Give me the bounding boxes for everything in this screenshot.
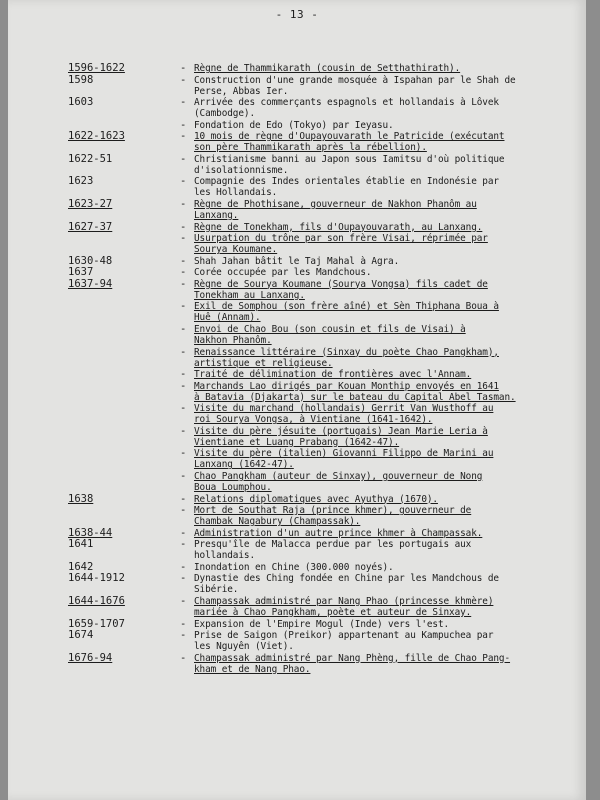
entry-text: Arrivée des commerçants espagnols et hollandais à Lôvek (Cambodge). [194,97,499,120]
entry-dash: - [180,379,187,392]
entry-text: Presqu'île de Malacca perdue par les portugais aux hollandais. [194,539,472,562]
entry-text: Inondation en Chine (300.000 noyés). [194,561,394,573]
entry-dash: - [180,492,187,505]
entry-dash: - [180,220,187,233]
entry-dash: - [180,447,187,460]
entry-date: 1637 [68,266,94,279]
chronology-entry [8,426,586,448]
chronology-entry [8,494,586,505]
chronology-entry [8,539,586,561]
entry-text: 10 mois de règne d'Oupayouvarath le Patricide (exécutant son père Thammikarath après la rébellion). [194,131,505,154]
entry-dash: - [180,617,187,630]
chronology-entry [8,256,586,267]
entry-date: 1641 [68,538,94,551]
chronology-entry [8,403,586,425]
entry-dash: - [180,368,187,381]
chronology-entry [8,233,586,255]
entry-dash: - [180,232,187,245]
chronology-entry [8,505,586,527]
entry-text: Shah Jahan bâtit le Taj Mahal à Agra. [194,255,400,267]
entry-text: Administration d'un autre prince khmer à Champassak. [194,527,483,539]
entry-dash: - [180,62,187,74]
chronology-entry [8,369,586,380]
entry-text: Compagnie des Indes orientales établie en Indonésie par les Hollandais. [194,176,499,199]
entry-date: 1622-1623 [68,130,125,143]
entry-text: Construction d'une grande mosquée à Ispahan par le Shah de Perse, Abbas Ier. [194,74,516,97]
chronology-entry [8,448,586,470]
entry-date: 1642 [68,560,94,573]
entry-dash: - [180,402,187,415]
entry-date: 1623 [68,175,94,188]
entry-dash: - [180,594,187,607]
entry-text: Marchands Lao dirigés par Kouan Monthip envoyés en 1641 à Batavia (Djakarta) sur le bateau du Capital Abel Tasman. [194,380,516,403]
entry-text: Usurpation du trône par son frère Visai, réprimée par Sourya Koumane. [194,233,488,256]
chronology-entry [8,63,586,74]
entry-date: 1644-1912 [68,572,125,585]
entry-text: Visite du marchand (hollandais) Gerrit Van Wusthoff au roi Sourya Vongsa, à Vientiane (1641-1642). [194,403,494,426]
page-number: - 13 - [275,8,319,21]
entry-dash: - [180,96,187,109]
chronology-entry [8,471,586,493]
chronology-entry [8,120,586,131]
entry-dash: - [180,345,187,358]
entry-dash: - [180,300,187,313]
entry-date: 1676-94 [68,651,113,664]
entry-text: Visite du père jésuite (portugais) Jean Marie Leria à Vientiane et Luang Prabang (1642-47). [194,425,488,448]
entry-date: 1637-94 [68,277,113,290]
entry-dash: - [180,629,187,641]
entry-dash: - [180,118,187,131]
entry-date: 1598 [68,73,94,86]
document-page [8,0,586,800]
entry-dash: - [180,152,187,165]
entry-text: Relations diplomatiques avec Ayuthya (1670). [194,493,438,505]
chronology-entry [8,131,586,153]
chronology-entry [8,562,586,573]
entry-dash: - [180,538,187,551]
entry-text: Chao Pangkham (auteur de Sinxay), gouverneur de Nong Boua Loumphou. [194,471,483,493]
entry-text: Visite du père (italien) Giovanni Filippo de Marini au Lanxang (1642-47). [194,448,494,471]
entry-text: Prise de Saigon (Preikor) appartenant au Kampuchea par les Nguyên (Viet). [194,630,494,652]
entry-dash: - [180,470,187,482]
entry-dash: - [180,651,187,664]
entry-date: 1623-27 [68,198,113,210]
entry-date: 1630-48 [68,254,113,267]
entry-date: 1638-44 [68,526,113,539]
entry-text: Règne de Tonekham, fils d'Oupayouvarath, au Lanxang. [194,221,483,233]
entry-date: 1627-37 [68,220,113,233]
entry-text: Mort de Southat Raja (prince khmer), gouverneur de Chambak Nagabury (Champassak). [194,505,472,528]
entry-date: 1596-1622 [68,62,125,74]
entry-dash: - [180,175,187,188]
entry-dash: - [180,73,187,86]
entry-text: Exil de Somphou (son frère aîné) et Sèn Thiphana Boua à Huê (Annam). [194,301,499,324]
entry-dash: - [180,322,187,335]
chronology-entry [8,154,586,176]
chronology-entry [8,381,586,403]
entry-dash: - [180,560,187,573]
chronology-entry [8,619,586,630]
entry-date: 1674 [68,629,94,641]
chronology-entry [8,630,586,652]
entry-date: 1603 [68,96,94,109]
entry-text: Expansion de l'Empire Mogul (Inde) vers l'est. [194,618,450,630]
chronology-entry [8,176,586,198]
entry-text: Champassak administré par Nang Phao (princesse khmère) mariée à Chao Pangkham, poète et auteur de Sinxay. [194,595,494,618]
entry-dash: - [180,504,187,517]
entry-dash: - [180,254,187,267]
entry-date: 1622-51 [68,152,113,165]
entry-dash: - [180,277,187,290]
chronology-entry [8,653,586,675]
entry-dash: - [180,424,187,437]
chronology-entry [8,279,586,301]
chronology-entry [8,222,586,233]
entry-text: Règne de Sourya Koumane (Sourya Vongsa) fils cadet de Tonekham au Lanxang. [194,278,488,301]
entry-dash: - [180,572,187,585]
chronology-entry [8,528,586,539]
entry-dash: - [180,130,187,143]
entry-text: Corée occupée par les Mandchous. [194,267,372,279]
entry-date: 1659-1707 [68,617,125,630]
chronology-entry [8,75,586,97]
entry-dash: - [180,198,187,210]
chronology-entry [8,97,586,119]
entry-text: Dynastie des Ching fondée en Chine par les Mandchous de Sibérie. [194,573,499,596]
entry-text: Champassak administré par Nang Phèng, fille de Chao Pang- kham et de Nang Phao. [194,652,511,675]
chronology-entry [8,199,586,221]
entry-text: Traité de délimination de frontières avec l'Annam. [194,369,472,381]
entry-date: 1638 [68,492,94,505]
entry-dash: - [180,526,187,539]
chronology-entry [8,324,586,346]
entry-text: Renaissance littéraire (Sinxay du poète Chao Pangkham), artistique et religieuse. [194,346,499,369]
chronology-entry [8,596,586,618]
entry-text: Envoi de Chao Bou (son cousin et fils de Visai) à Nakhon Phanôm. [194,323,466,346]
entry-text: Fondation de Edo (Tokyo) par Ieyasu. [194,119,394,131]
entry-text: Règne de Phothisane, gouverneur de Nakhon Phanôm au Lanxang. [194,199,477,221]
entry-text: Règne de Thammikarath (cousin de Setthathirath). [194,63,461,74]
chronology-entry [8,301,586,323]
entry-text: Christianisme banni au Japon sous Iamitsu d'où politique d'isolationnisme. [194,153,505,176]
entry-date: 1644-1676 [68,594,125,607]
chronology-entry [8,347,586,369]
entry-dash: - [180,266,187,279]
chronology-entry [8,573,586,595]
chronology-entry [8,267,586,278]
